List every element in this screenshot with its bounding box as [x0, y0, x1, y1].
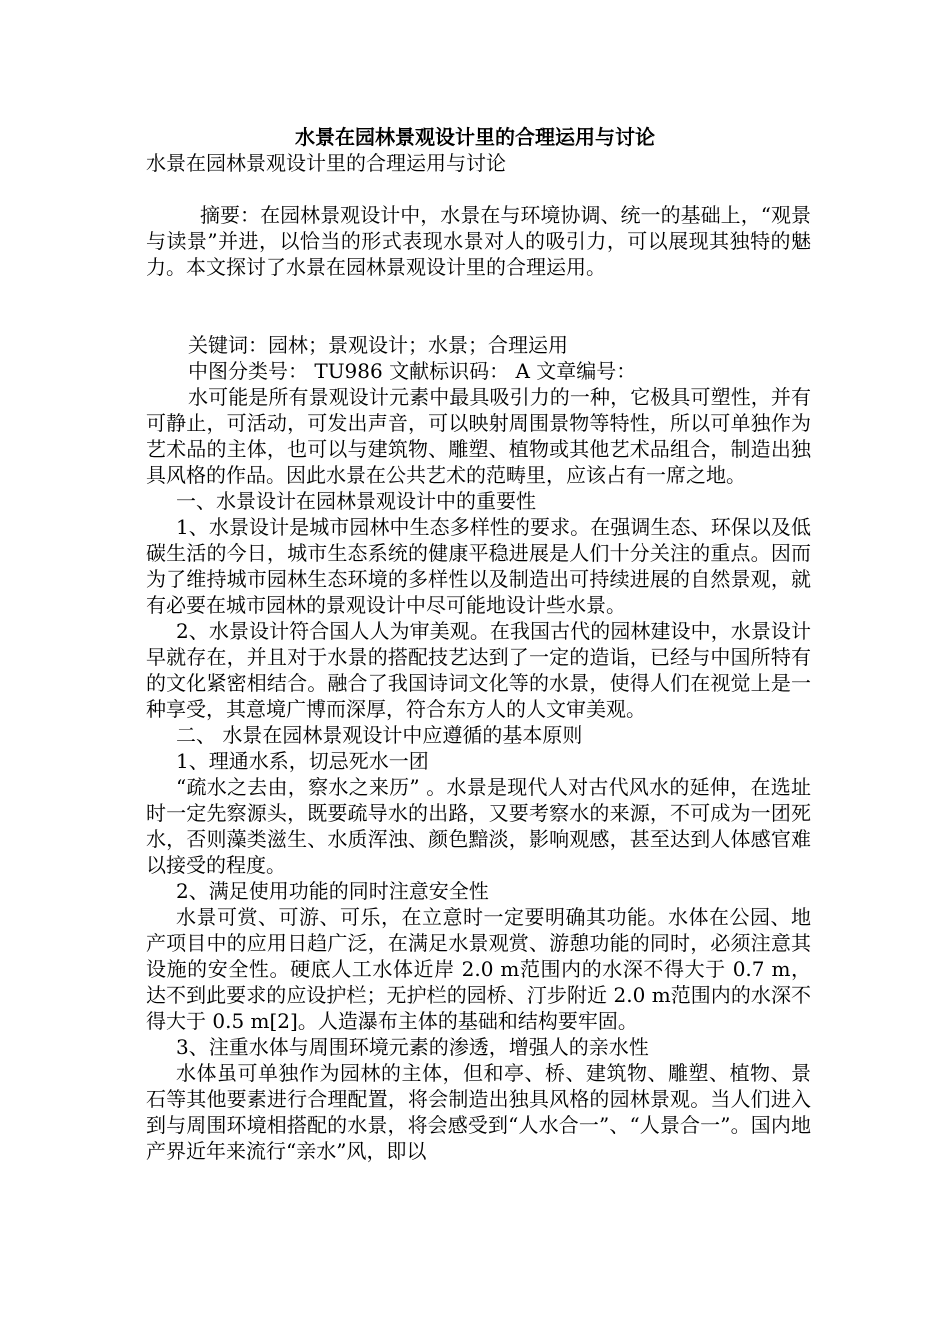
subheading-2-3: 3、注重水体与周围环境元素的渗透，增强人的亲水性	[176, 1035, 649, 1059]
classification-line: 中图分类号： TU986 文献标识码： A 文章编号：	[188, 359, 637, 383]
subheading-2-2: 2、满足使用功能的同时注意安全性	[176, 879, 489, 903]
section-heading-1: 一、水景设计在园林景观设计中的重要性	[176, 489, 536, 513]
paragraph-2-3: 水体虽可单独作为园林的主体，但和亭、桥、建筑物、雕塑、植物、景石等其他要素进行合理配置，将会制造出独具风格的园林景观。当人们进入到与周围环境相搭配的水景，将会感受到“人水合一”、“人景合一”。国内地产界近年来流行“亲水”风，即以	[146, 1061, 811, 1163]
section-heading-2: 二、 水景在园林景观设计中应遵循的基本原则	[176, 723, 583, 747]
intro-paragraph: 水可能是所有景观设计元素中最具吸引力的一种，它极具可塑性，并有可静止，可活动，可发出声音，可以映射周围景物等特性，所以可单独作为艺术品的主体，也可以与建筑物、雕塑、植物或其他艺术品组合，制造出独具风格的作品。因此水景在公共艺术的范畴里，应该占有一席之地。	[146, 385, 811, 487]
document-body	[146, 150, 811, 1164]
keywords-line: 关键词：园林；景观设计；水景；合理运用	[188, 333, 568, 357]
abstract-paragraph: 摘要：在园林景观设计中，水景在与环境协调、统一的基础上，“观景与读景”并进，以恰当的形式表现水景对人的吸引力，可以展现其独特的魅力。本文探讨了水景在园林景观设计里的合理运用。	[146, 203, 811, 279]
subheading-2-1: 1、理通水系，切忌死水一团	[176, 749, 429, 773]
document-subtitle: 水景在园林景观设计里的合理运用与讨论	[146, 151, 506, 175]
paragraph-2-1: “疏水之去由，察水之来历” 。水景是现代人对古代风水的延伸，在选址时一定先察源头，既要疏导水的出路，又要考察水的来源，不可成为一团死水，否则藻类滋生、水质浑浊、颜色黯淡，影响观感，甚至达到人体感官难以接受的程度。	[146, 775, 811, 877]
document-title: 水景在园林景观设计里的合理运用与讨论	[295, 125, 655, 149]
paragraph-1-2: 2、水景设计符合国人人为审美观。在我国古代的园林建设中，水景设计早就存在，并且对于水景的搭配技艺达到了一定的造诣，已经与中国所特有的文化紧密相结合。融合了我国诗词文化等的水景，使得人们在视觉上是一种享受，其意境广博而深厚，符合东方人的人文审美观。	[146, 619, 811, 721]
paragraph-1-1: 1、水景设计是城市园林中生态多样性的要求。在强调生态、环保以及低碳生活的今日，城市生态系统的健康平稳进展是人们十分关注的重点。因而为了维持城市园林生态环境的多样性以及制造出可持续进展的自然景观，就有必要在城市园林的景观设计中尽可能地设计些水景。	[146, 515, 811, 617]
paragraph-2-2: 水景可赏、可游、可乐，在立意时一定要明确其功能。水体在公园、地产项目中的应用日趋广泛，在满足水景观赏、游憩功能的同时，必须注意其设施的安全性。硬底人工水体近岸 2.0 m范围内的水深不得大于 0.7 m，达不到此要求的应设护栏；无护栏的园桥、汀步附近 2.0 m范围内的水深不得大于 0.5 m[2]。人造瀑布主体的基础和结构要牢固。	[146, 905, 811, 1033]
